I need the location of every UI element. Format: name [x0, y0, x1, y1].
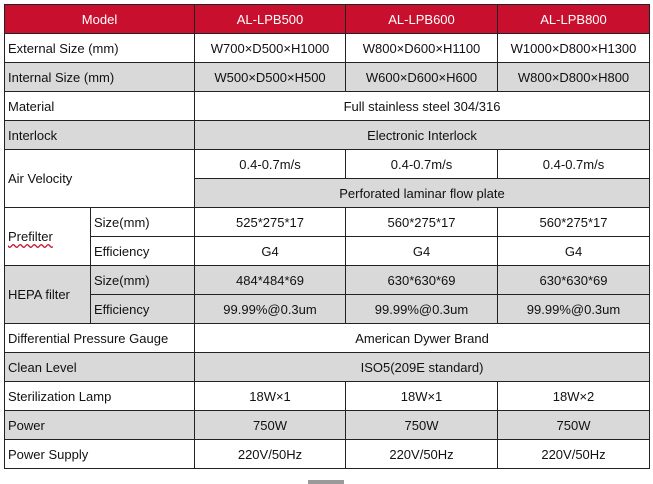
label-clean-level: Clean Level [5, 353, 195, 382]
row-gauge [5, 324, 650, 353]
hepa-efficiency-800: 99.99%@0.3um [498, 295, 650, 324]
external-size-800: W1000×D800×H1300 [498, 34, 650, 63]
prefilter-size-600: 560*275*17 [346, 208, 498, 237]
header-row [5, 5, 650, 34]
interlock-value: Electronic Interlock [195, 121, 650, 150]
supply-800: 220V/50Hz [498, 440, 650, 469]
row-interlock [5, 121, 650, 150]
row-hepa-size [5, 266, 650, 295]
row-clean-level [5, 353, 650, 382]
row-prefilter-size [5, 208, 650, 237]
supply-600: 220V/50Hz [346, 440, 498, 469]
hepa-size-600: 630*630*69 [346, 266, 498, 295]
label-hepa-efficiency: Efficiency [91, 295, 195, 324]
material-value: Full stainless steel 304/316 [195, 92, 650, 121]
air-velocity-800: 0.4-0.7m/s [498, 150, 650, 179]
label-hepa: HEPA filter [5, 266, 91, 324]
label-hepa-size: Size(mm) [91, 266, 195, 295]
lamp-500: 18W×1 [195, 382, 346, 411]
air-velocity-600: 0.4-0.7m/s [346, 150, 498, 179]
row-supply [5, 440, 650, 469]
scroll-indicator [308, 480, 344, 484]
prefilter-efficiency-800: G4 [498, 237, 650, 266]
lamp-600: 18W×1 [346, 382, 498, 411]
label-material: Material [5, 92, 195, 121]
power-800: 750W [498, 411, 650, 440]
label-interlock: Interlock [5, 121, 195, 150]
header-al-lpb600: AL-LPB600 [346, 5, 498, 34]
prefilter-efficiency-500: G4 [195, 237, 346, 266]
header-model: Model [5, 5, 195, 34]
prefilter-size-500: 525*275*17 [195, 208, 346, 237]
label-lamp: Sterilization Lamp [5, 382, 195, 411]
external-size-600: W800×D600×H1100 [346, 34, 498, 63]
hepa-size-500: 484*484*69 [195, 266, 346, 295]
flow-plate-value: Perforated laminar flow plate [195, 179, 650, 208]
air-velocity-500: 0.4-0.7m/s [195, 150, 346, 179]
row-lamp [5, 382, 650, 411]
header-al-lpb800: AL-LPB800 [498, 5, 650, 34]
row-internal-size [5, 63, 650, 92]
power-600: 750W [346, 411, 498, 440]
lamp-800: 18W×2 [498, 382, 650, 411]
row-hepa-efficiency [5, 295, 650, 324]
hepa-size-800: 630*630*69 [498, 266, 650, 295]
prefilter-efficiency-600: G4 [346, 237, 498, 266]
row-prefilter-efficiency [5, 237, 650, 266]
internal-size-800: W800×D800×H800 [498, 63, 650, 92]
header-al-lpb500: AL-LPB500 [195, 5, 346, 34]
prefilter-size-800: 560*275*17 [498, 208, 650, 237]
label-gauge: Differential Pressure Gauge [5, 324, 195, 353]
supply-500: 220V/50Hz [195, 440, 346, 469]
prefilter-text: Prefilter [8, 229, 53, 244]
spec-table [4, 4, 650, 469]
label-prefilter-size: Size(mm) [91, 208, 195, 237]
internal-size-500: W500×D500×H500 [195, 63, 346, 92]
internal-size-600: W600×D600×H600 [346, 63, 498, 92]
row-air-velocity [5, 150, 650, 179]
row-power [5, 411, 650, 440]
clean-level-value: ISO5(209E standard) [195, 353, 650, 382]
hepa-efficiency-500: 99.99%@0.3um [195, 295, 346, 324]
label-air-velocity: Air Velocity [5, 150, 195, 208]
power-500: 750W [195, 411, 346, 440]
hepa-efficiency-600: 99.99%@0.3um [346, 295, 498, 324]
gauge-value: American Dywer Brand [195, 324, 650, 353]
label-prefilter-efficiency: Efficiency [91, 237, 195, 266]
row-material [5, 92, 650, 121]
label-internal-size: Internal Size (mm) [5, 63, 195, 92]
external-size-500: W700×D500×H1000 [195, 34, 346, 63]
label-prefilter [5, 208, 91, 266]
label-supply: Power Supply [5, 440, 195, 469]
label-external-size: External Size (mm) [5, 34, 195, 63]
label-power: Power [5, 411, 195, 440]
row-external-size [5, 34, 650, 63]
